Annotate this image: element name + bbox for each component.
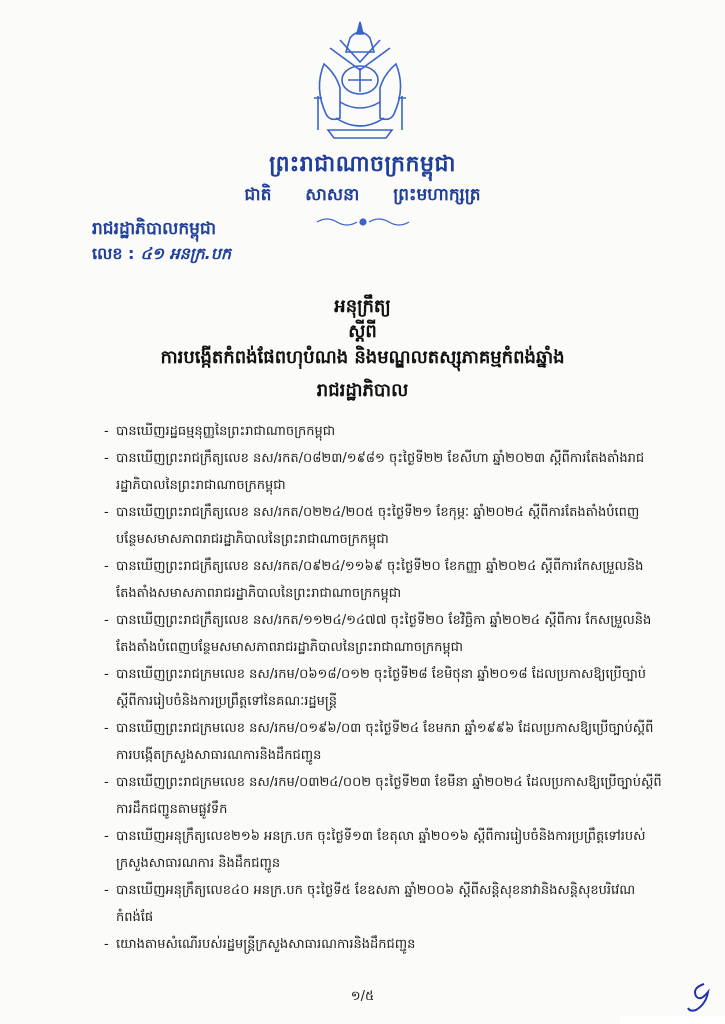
reference-number-label: លេខ : xyxy=(92,244,135,263)
page-number: ១/៥ xyxy=(350,989,375,1004)
kingdom-title: ព្រះរាជាណាចក្រកម្ពុជា xyxy=(269,152,456,177)
handwritten-initial-icon xyxy=(682,980,718,1014)
decorative-ornament-icon xyxy=(313,214,413,230)
scan-edge xyxy=(620,1016,725,1024)
national-motto xyxy=(0,184,725,209)
list-item: - បានឃើញព្រះរាជក្រមលេខ នស/រកម/០៣២៤/០០២ ចុះថ្ងៃទី២៣ ខែមីនា ឆ្នាំ២០២៤ ដែលប្រកាសឱ្យប្រើច្បាប់ស្តីពីការដឹកជញ្ជូនតាមផ្លូវទឹក xyxy=(104,769,664,823)
royal-coat-of-arms-icon xyxy=(300,18,420,148)
list-item: - បានឃើញព្រះរាជក្រឹត្យលេខ នស/រកត/១១២៤/១៤៧៧ ចុះថ្ងៃទី២០ ខែវិច្ឆិកា ឆ្នាំ២០២៤ ស្តីពីការ កែសម្រួលនិងតែងតាំងបំពេញបន្ថែមសមាសភាពរាជរដ្ឋាភិបាលនៃព្រះរាជាណាចក្រកម្ពុជា xyxy=(104,607,664,661)
reference-number xyxy=(92,243,231,267)
list-item: - បានឃើញព្រះរាជក្រឹត្យលេខ នស/រកត/០៩២៤/១១៦៩ ចុះថ្ងៃទី២០ ខែកញ្ញា ឆ្នាំ២០២៤ ស្តីពីការកែសម្រួលនិងតែងតាំងសមាសភាពរាជរដ្ឋាភិបាលនៃព្រះរាជាណាចក្រកម្ពុជា xyxy=(104,553,664,607)
list-item: - បានឃើញព្រះរាជក្រមលេខ នស/រកម/០១៩៦/០៣ ចុះថ្ងៃទី២៤ ខែមករា ឆ្នាំ១៩៩៦ ដែលប្រកាសឱ្យប្រើច្បាប់ស្តីពីការបង្កើតក្រសួងសាធារណការនិងដឹកជញ្ជូន xyxy=(104,715,664,769)
document-issuer: រាជរដ្ឋាភិបាល xyxy=(316,380,409,401)
motto-nation: ជាតិ xyxy=(244,185,272,205)
list-item: - បានឃើញរដ្ឋធម្មនុញ្ញនៃព្រះរាជាណាចក្រកម្ពុជា xyxy=(104,418,664,445)
document-type: អនុក្រឹត្យ xyxy=(334,296,391,317)
issuing-government: រាជរដ្ឋាភិបាលកម្ពុជា xyxy=(92,219,217,239)
considerations-list xyxy=(104,418,664,958)
motto-king: ព្រះមហាក្សត្រ xyxy=(393,185,481,205)
list-item: - បានឃើញអនុក្រឹត្យលេខ២១៦ អនក្រ.បក ចុះថ្ងៃទី១៣ ខែតុលា ឆ្នាំ២០១៦ ស្តីពីការរៀបចំនិងការប្រព្រឹត្តទៅរបស់ក្រសួងសាធារណការ និងដឹកជញ្ជូន xyxy=(104,823,664,877)
document-about: ស្តីពី xyxy=(348,321,377,342)
motto-religion: សាសនា xyxy=(305,185,360,205)
reference-number-value: ៤១ អនក្រ.បក xyxy=(140,244,232,263)
list-item: - បានឃើញព្រះរាជក្រឹត្យលេខ នស/រកត/០២២៤/២០៥ ចុះថ្ងៃទី២១ ខែកុម្ភៈ ឆ្នាំ២០២៤ ស្តីពីការតែងតាំងបំពេញបន្ថែមសមាសភាពរាជរដ្ឋាភិបាលនៃព្រះរាជាណាចក្រកម្ពុជា xyxy=(104,499,664,553)
list-item: - យោងតាមសំណើរបស់រដ្ឋមន្ត្រីក្រសួងសាធារណការនិងដឹកជញ្ជូន xyxy=(104,931,664,958)
list-item: - បានឃើញអនុក្រឹត្យលេខ៤០ អនក្រ.បក ចុះថ្ងៃទី៥ ខែឧសភា ឆ្នាំ២០០៦ ស្តីពីសន្តិសុខនាវានិងសន្តិសុខបរិវេណកំពង់ផែ xyxy=(104,877,664,931)
document-subject: ការបង្កើតកំពង់ផែពហុបំណង និងមណ្ឌលតស្សុភាគម្មកំពង់ឆ្នាំង xyxy=(160,347,565,368)
list-item: - បានឃើញព្រះរាជក្រឹត្យលេខ នស/រកត/០៨២៣/១៩៨១ ចុះថ្ងៃទី២២ ខែសីហា ឆ្នាំ២០២៣ ស្តីពីការតែងតាំងរាជរដ្ឋាភិបាលនៃព្រះរាជាណាចក្រកម្ពុជា xyxy=(104,445,664,499)
list-item: - បានឃើញព្រះរាជក្រមលេខ នស/រកម/០៦១៨/០១២ ចុះថ្ងៃទី២៨ ខែមិថុនា ឆ្នាំ២០១៨ ដែលប្រកាសឱ្យប្រើច្បាប់ស្តីពីការរៀបចំនិងការប្រព្រឹត្តទៅនៃគណៈរដ្ឋមន្ត្រី xyxy=(104,661,664,715)
